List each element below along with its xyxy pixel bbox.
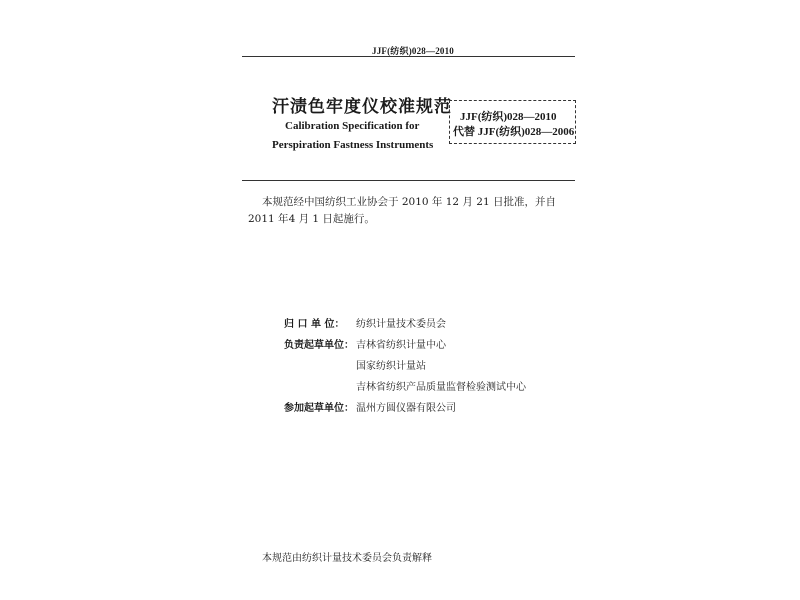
participating-unit-row <box>284 402 526 423</box>
section-rule <box>242 180 575 181</box>
drafting-unit-value: 吉林省纺织计量中心 <box>356 340 446 351</box>
responsible-unit-value: 纺织计量技术委员会 <box>356 319 446 330</box>
title-english-line-1: Calibration Specification for <box>285 120 420 132</box>
interpretation-note: 本规范由纺织计量技术委员会负责解释 <box>262 553 432 564</box>
drafting-unit-row <box>284 381 526 402</box>
responsible-unit-row <box>284 318 526 339</box>
drafting-unit-row <box>284 360 526 381</box>
title-chinese: 汗渍色牢度仪校准规范 <box>272 97 452 117</box>
approval-statement <box>248 194 578 228</box>
participating-unit-label: 参加起草单位： <box>284 403 354 414</box>
drafting-unit-label: 负责起草单位： <box>284 340 354 351</box>
approval-line-1: 本规范经中国纺织工业协会于 2010 年 12 月 21 日批准，并自 2011 年 <box>248 196 556 225</box>
replaced-standard-code: 代替 JJF(纺织)028—2006 <box>453 126 575 138</box>
drafting-unit-value: 国家纺织计量站 <box>356 361 426 372</box>
drafting-unit-row <box>284 339 526 360</box>
approval-line-2: 4 月 1 日起施行。 <box>288 213 375 225</box>
drafting-unit-value: 吉林省纺织产品质量监督检验测试中心 <box>356 382 526 393</box>
responsible-unit-label: 归 口 单 位： <box>284 319 345 330</box>
title-english-line-2: Perspiration Fastness Instruments <box>272 139 434 151</box>
header-standard-code: JJF(纺织)028—2010 <box>372 46 454 56</box>
participating-unit-value: 温州方圆仪器有限公司 <box>356 403 456 414</box>
current-standard-code: JJF(纺织)028—2010 <box>460 111 557 123</box>
drafting-units <box>284 318 526 423</box>
header-rule <box>242 56 575 57</box>
